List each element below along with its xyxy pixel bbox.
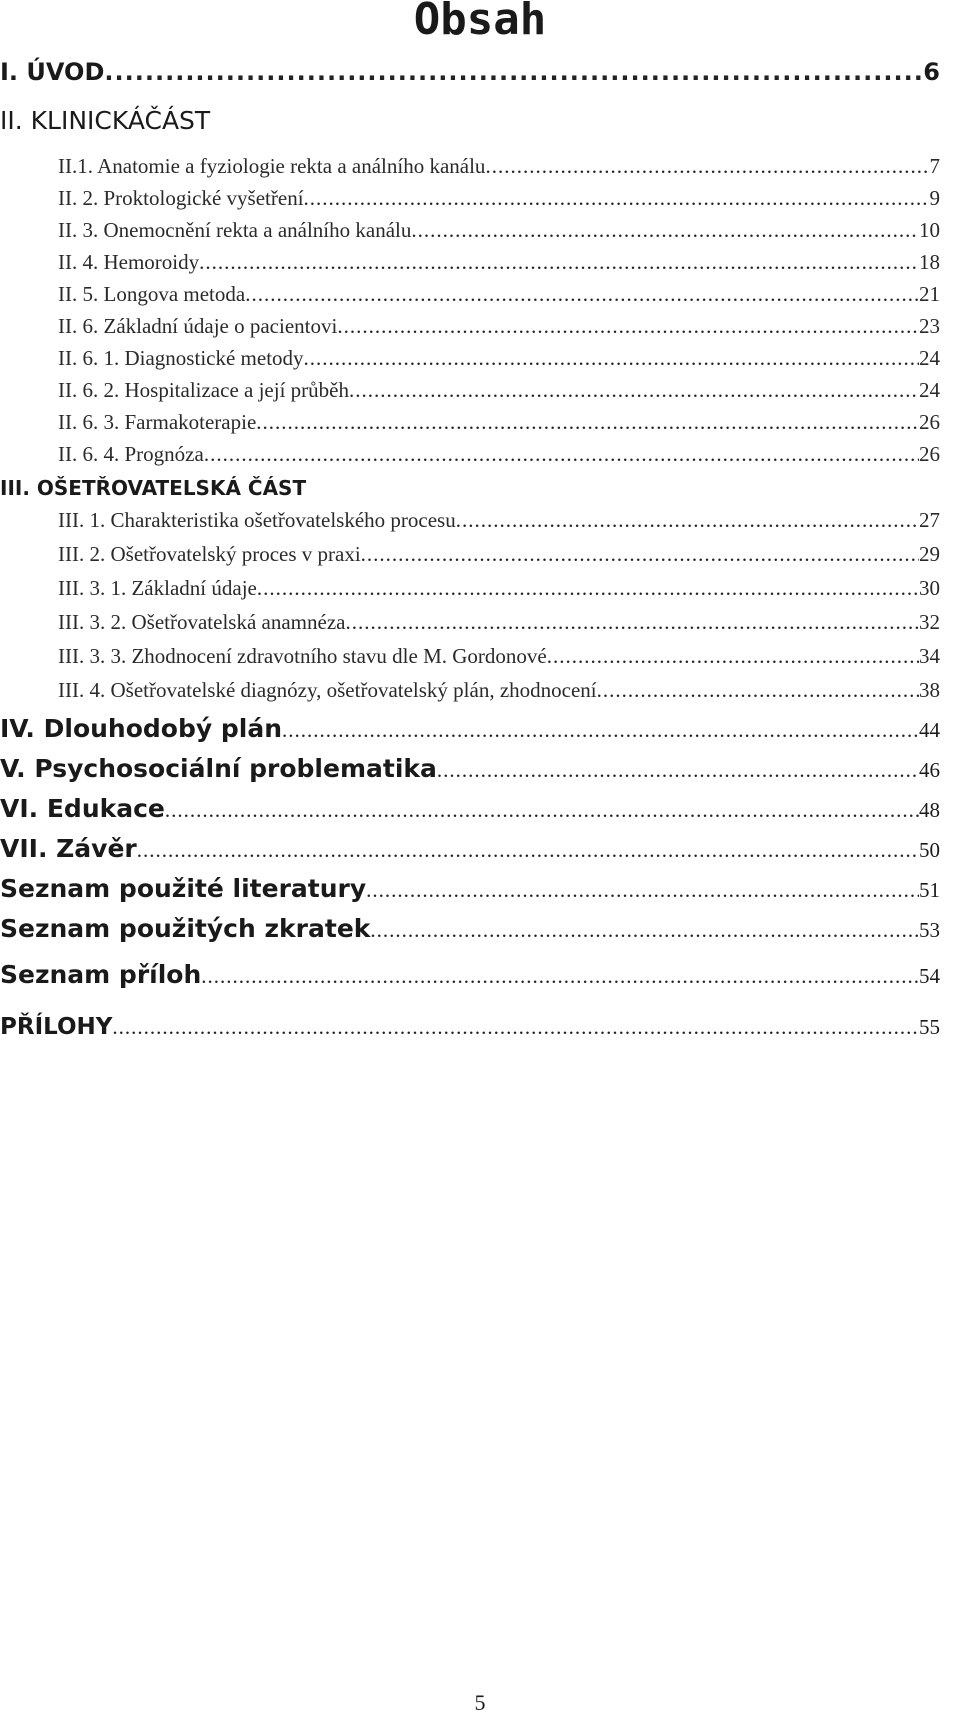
toc-entry-page: 54 xyxy=(919,964,940,988)
toc-entry-label: II. 6. 1. Diagnostické metody xyxy=(58,346,304,370)
toc-entry-label: V. Psychosociální problematika xyxy=(0,754,437,783)
toc-entry-label: III. 1. Charakteristika ošetřovatelského procesu xyxy=(58,508,456,532)
dot-leader xyxy=(456,508,919,533)
dot-leader xyxy=(337,314,919,339)
toc-entry[interactable] xyxy=(58,154,940,179)
toc-entry-page: 21 xyxy=(919,282,940,306)
toc-entry-major[interactable] xyxy=(0,754,940,783)
toc-entry-page: 51 xyxy=(919,878,940,902)
toc-section-label: II. KLINICKÁČÁST xyxy=(0,106,211,135)
dot-leader xyxy=(597,678,919,703)
dot-leader xyxy=(256,410,919,435)
toc-entry[interactable] xyxy=(58,508,940,533)
dot-leader xyxy=(257,576,919,601)
dot-leader xyxy=(112,1015,919,1040)
toc-entry-page: 38 xyxy=(919,678,940,702)
toc-entry[interactable] xyxy=(58,282,940,307)
toc-entry-label: VII. Závěr xyxy=(0,834,137,863)
toc-entry-page: 46 xyxy=(919,758,940,782)
toc-entry[interactable] xyxy=(58,346,940,371)
toc-entry-page: 24 xyxy=(919,378,940,402)
toc-entry-major[interactable] xyxy=(0,1014,940,1040)
toc-entry-page: 27 xyxy=(919,508,940,532)
toc-entry-page: 26 xyxy=(919,410,940,434)
dot-leader xyxy=(165,798,919,823)
toc-entry-major[interactable] xyxy=(0,834,940,863)
toc-entry-label: III. 3. 2. Ošetřovatelská anamnéza xyxy=(58,610,346,634)
dot-leader xyxy=(304,186,930,211)
dot-leader xyxy=(411,218,919,243)
toc-section-nursing[interactable] xyxy=(0,476,500,500)
toc-entry-label: III. 4. Ošetřovatelské diagnózy, ošetřovatelský plán, zhodnocení xyxy=(58,678,597,702)
toc-entry-major[interactable] xyxy=(0,794,940,823)
toc-entry[interactable] xyxy=(58,186,940,211)
toc-entry-page: 55 xyxy=(919,1015,940,1039)
toc-entry[interactable] xyxy=(58,610,940,635)
toc-entry-page: 50 xyxy=(919,838,940,862)
toc-entry-page: 29 xyxy=(919,542,940,566)
toc-entry-page: 44 xyxy=(919,718,940,742)
page-number: 5 xyxy=(474,1690,486,1715)
toc-entry[interactable] xyxy=(58,250,940,275)
toc-entry-label: II. 3. Onemocnění rekta a análního kanálu xyxy=(58,218,412,242)
dot-leader xyxy=(199,250,919,275)
toc-entry-page: 26 xyxy=(919,442,940,466)
toc-entry-page: 24 xyxy=(919,346,940,370)
dot-leader xyxy=(349,378,919,403)
toc-entry-label: II. 6. Základní údaje o pacientovi xyxy=(58,314,338,338)
toc-entry-label: II. 6. 2. Hospitalizace a její průběh xyxy=(58,378,349,402)
toc-entry-label: PŘÍLOHY xyxy=(0,1014,113,1040)
dot-leader xyxy=(201,964,919,989)
toc-entry[interactable] xyxy=(58,542,940,567)
toc-entry-label: III. 3. 3. Zhodnocení zdravotního stavu dle M. Gordonové xyxy=(58,644,547,668)
toc-entry[interactable] xyxy=(58,442,940,467)
dot-leader xyxy=(370,918,919,943)
toc-entry-page: 9 xyxy=(929,186,940,210)
toc-entry-label: IV. Dlouhodobý plán xyxy=(0,714,282,743)
toc-entry-major[interactable] xyxy=(0,874,940,903)
toc-entry-page: 53 xyxy=(919,918,940,942)
dot-leader xyxy=(282,718,919,743)
toc-entry-label: Seznam příloh xyxy=(0,960,202,989)
toc-entry-page: 18 xyxy=(919,250,940,274)
dot-leader xyxy=(204,442,919,467)
toc-entry-major[interactable] xyxy=(0,914,940,943)
toc-entry[interactable] xyxy=(58,576,940,601)
dot-leader xyxy=(366,878,919,903)
toc-entry-page: 34 xyxy=(919,644,940,668)
toc-entry-intro[interactable] xyxy=(0,58,940,86)
toc-section-clinical[interactable] xyxy=(0,106,300,135)
toc-entry-label: Seznam použité literatury xyxy=(0,874,367,903)
toc-entry[interactable] xyxy=(58,378,940,403)
toc-entry[interactable] xyxy=(58,410,940,435)
page-title: Obsah xyxy=(413,0,547,45)
toc-entry-label: I. ÚVOD xyxy=(0,58,105,86)
toc-entry-label: II. 6. 3. Farmakoterapie xyxy=(58,410,257,434)
toc-entry-label: II. 6. 4. Prognóza xyxy=(58,442,204,466)
toc-entry-label: Seznam použitých zkratek xyxy=(0,914,371,943)
toc-entry-page: 23 xyxy=(919,314,940,338)
toc-entry[interactable] xyxy=(58,678,940,703)
dot-leader xyxy=(437,758,919,783)
toc-entry-label: II.1. Anatomie a fyziologie rekta a análního kanálu xyxy=(58,154,486,178)
toc-entry-label: II. 4. Hemoroidy xyxy=(58,250,200,274)
dot-leader xyxy=(245,282,919,307)
dot-leader xyxy=(361,542,919,567)
toc-entry-page: 32 xyxy=(919,610,940,634)
toc-entry-label: VI. Edukace xyxy=(0,794,165,823)
toc-entry-label: II. 2. Proktologické vyšetření xyxy=(58,186,304,210)
toc-entry[interactable] xyxy=(58,644,940,669)
toc-section-label: III. OŠETŘOVATELSKÁ ČÁST xyxy=(0,476,307,500)
toc-entry[interactable] xyxy=(58,314,940,339)
toc-entry-page: 48 xyxy=(919,798,940,822)
dot-leader xyxy=(104,58,923,86)
dot-leader xyxy=(137,838,919,863)
toc-entry-label: III. 3. 1. Základní údaje xyxy=(58,576,257,600)
toc-entry-major[interactable] xyxy=(0,714,940,743)
dot-leader xyxy=(547,644,919,669)
toc-entry-page: 6 xyxy=(923,58,940,86)
toc-entry-page: 7 xyxy=(929,154,940,178)
dot-leader xyxy=(345,610,919,635)
toc-entry-label: III. 2. Ošetřovatelský proces v praxi xyxy=(58,542,361,566)
dot-leader xyxy=(485,154,929,179)
toc-entry-page: 10 xyxy=(919,218,940,242)
dot-leader xyxy=(304,346,919,371)
toc-entry-label: II. 5. Longova metoda xyxy=(58,282,246,306)
toc-entry-major[interactable] xyxy=(0,960,940,989)
toc-entry-page: 30 xyxy=(919,576,940,600)
toc-entry[interactable] xyxy=(58,218,940,243)
